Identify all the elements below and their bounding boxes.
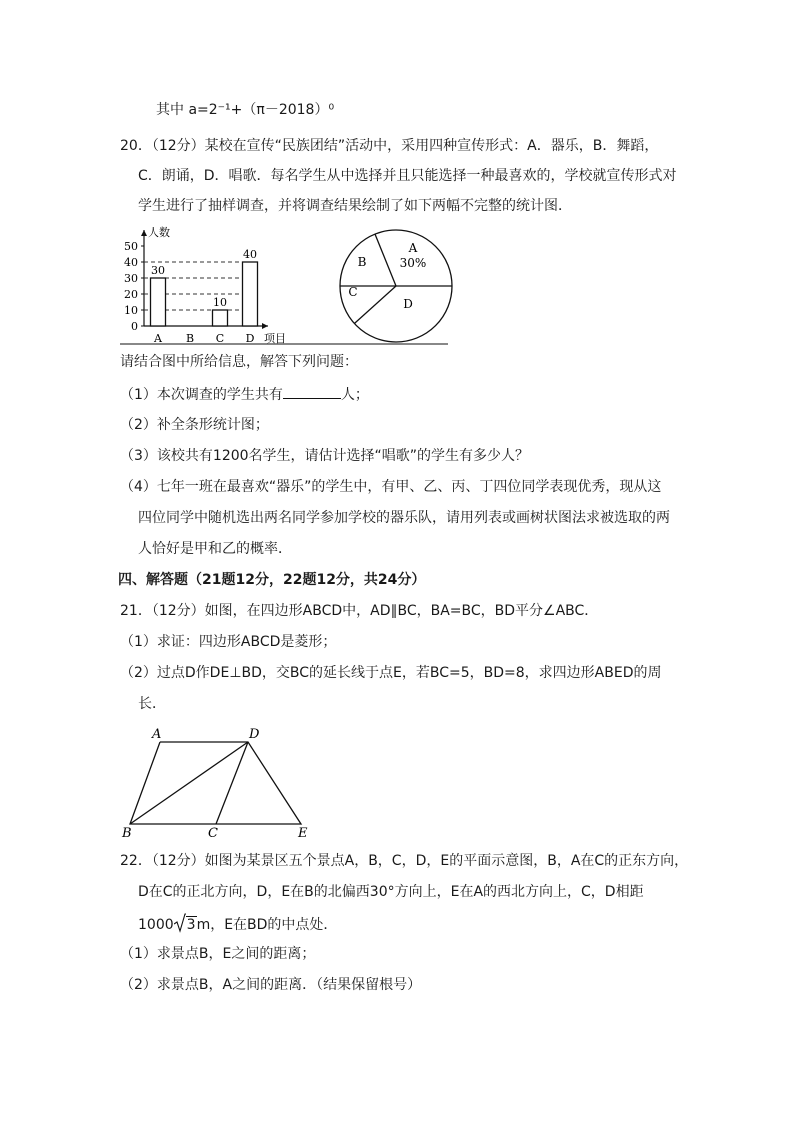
label-e: E (298, 826, 308, 839)
q22-line-3-rest: m，E在BD的中点处． (196, 917, 338, 933)
x-axis-label: 项目 (264, 332, 286, 345)
x-axis-arrow-icon (262, 323, 268, 329)
label-d: D (249, 727, 260, 742)
q20-sub-1 (120, 384, 369, 405)
y-tick-label: 20 (124, 288, 138, 301)
q21-sub-1: （1）求证：四边形ABCD是菱形； (120, 634, 337, 650)
q20-sub-1-after: 人； (340, 387, 369, 403)
bar-data-label: 10 (213, 296, 227, 309)
y-tick-label: 0 (131, 320, 138, 333)
q22-line-2: D在C的正北方向，D，E在B的北偏西30°方向上，E在A的西北方向上，C，D相距 (138, 884, 644, 900)
q20-line-3: 学生进行了抽样调查，并将调查结果绘制了如下两幅不完整的统计图． (138, 198, 572, 214)
pie-slice-value-label: 30% (399, 256, 427, 270)
radical-sign-icon (174, 913, 186, 933)
segment-dc (216, 742, 248, 824)
pie-slice-label: A (408, 241, 418, 255)
x-tick-label: C (215, 332, 225, 345)
q21-sub-2-line-1: （2）过点D作DE⊥BD，交BC的延长线于点E，若BC=5，BD=8，求四边形ABED的周 (120, 665, 662, 681)
pie-slice-label: D (403, 297, 413, 311)
sqrt-expression (174, 913, 197, 935)
radicand: 3 (186, 917, 196, 933)
q20-sub-4-line-3: 人恰好是甲和乙的概率． (138, 541, 292, 557)
diagonal-bd (130, 742, 248, 824)
pie-slice-label: C (348, 285, 358, 299)
answer-blank[interactable] (283, 384, 341, 399)
q20-intro: 请结合图中所给信息，解答下列问题： (120, 354, 358, 370)
q20-sub-2: （2）补全条形统计图； (120, 417, 269, 433)
bar-data-label: 30 (151, 264, 165, 277)
quadrilateral-figure (118, 724, 328, 839)
q20-line-2: C．朗诵，D．唱歌．每名学生从中选择并且只能选择一种最喜欢的，学校就宣传形式对 (138, 168, 677, 184)
label-a: A (152, 727, 162, 742)
x-tick-label: B (185, 332, 195, 345)
q20-sub-4-line-1: （4）七年一班在最喜欢“器乐”的学生中，有甲、乙、丙、丁四位同学表现优秀，现从这 (120, 479, 662, 495)
section-4-heading: 四、解答题（21题12分，22题12分，共24分） (118, 572, 426, 588)
q21-line-1: 21．（12分）如图，在四边形ABCD中，AD∥BC，BA=BC，BD平分∠ABC． (120, 603, 599, 619)
y-tick-label: 30 (124, 272, 138, 285)
bar (243, 262, 258, 326)
prev-formula: 其中 a=2⁻¹+（π－2018）⁰ (156, 102, 335, 118)
pie-slice-label: B (357, 255, 367, 269)
x-tick-label: D (245, 332, 255, 345)
q22-line-3 (138, 913, 337, 935)
y-axis-arrow-icon (141, 230, 147, 236)
figure-outline (130, 742, 301, 824)
q20-sub-3: （3）该校共有1200名学生，请估计选择“唱歌”的学生有多少人？ (120, 448, 530, 464)
q20-line-1: 20．（12分）某校在宣传“民族团结”活动中，采用四种宣传形式：A．器乐，B．舞蹈， (120, 138, 659, 154)
y-tick-label: 10 (124, 304, 138, 317)
bar (213, 310, 228, 326)
label-c: C (208, 826, 218, 839)
x-tick-label: A (154, 332, 162, 345)
distance-number: 1000 (138, 917, 174, 933)
q22-line-1: 22．（12分）如图为某景区五个景点A，B，C，D，E的平面示意图，B，A在C的正东方向， (120, 853, 689, 869)
y-tick-label: 50 (124, 240, 138, 253)
q20-sub-4-line-2: 四位同学中随机选出两名同学参加学校的器乐队，请用列表或画树状图法求被选取的两 (138, 510, 670, 526)
bar (151, 278, 166, 326)
y-axis-label: 人数 (148, 226, 170, 239)
q20-sub-1-before: （1）本次调查的学生共有 (120, 387, 283, 403)
q22-sub-2: （2）求景点B，A之间的距离．（结果保留根号） (120, 977, 422, 993)
q22-sub-1: （1）求景点B，E之间的距离； (120, 946, 316, 962)
pie-chart (331, 222, 461, 352)
y-tick-label: 40 (124, 256, 138, 269)
bar-data-label: 40 (243, 248, 257, 261)
q21-sub-2-line-2: 长． (138, 696, 166, 712)
label-b: B (122, 826, 132, 839)
